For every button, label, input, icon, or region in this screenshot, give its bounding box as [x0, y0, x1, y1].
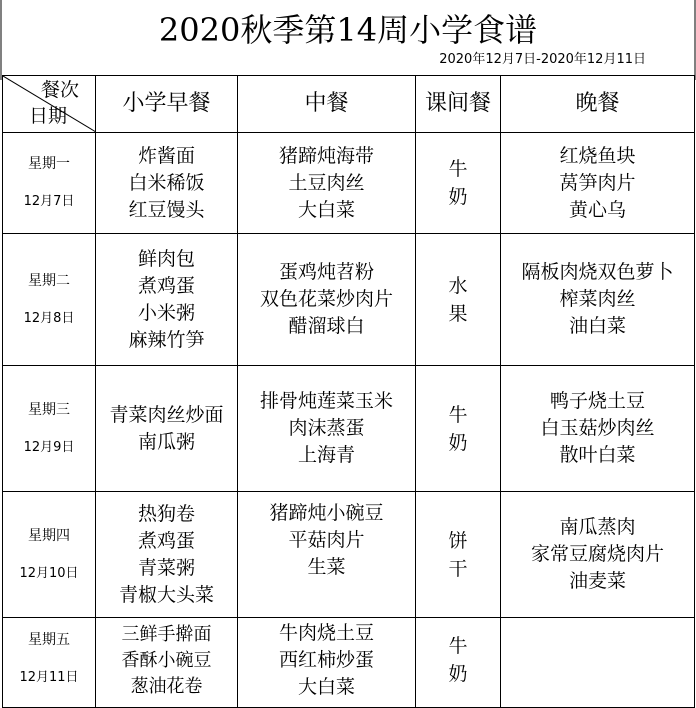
- dish: 青椒大头菜: [118, 583, 214, 606]
- dish: 醋溜球白: [288, 315, 365, 337]
- snack-cell: [416, 234, 501, 366]
- lunch-cell: [238, 618, 416, 708]
- meal-label: 餐次: [41, 79, 80, 101]
- dish: 香酥小碗豆: [121, 650, 212, 671]
- dish: 家常豆腐烧肉片: [530, 543, 664, 565]
- dish: 大白菜: [297, 198, 355, 221]
- dish: 牛肉烧土豆: [278, 622, 374, 644]
- snack-cell: [416, 133, 501, 234]
- day-name: 星期三: [28, 401, 70, 418]
- day-cell: [3, 133, 96, 234]
- date-range: 2020年12月7日-2020年12月11日: [439, 52, 646, 67]
- snack-char: 饼: [448, 529, 468, 552]
- dish: 炸酱面: [137, 144, 195, 167]
- lunch-cell: [238, 133, 416, 234]
- dish: 三鲜手擀面: [121, 624, 212, 645]
- dish: 南瓜蒸肉: [559, 516, 636, 538]
- day-name: 星期五: [28, 632, 70, 648]
- day-cell: [3, 234, 96, 366]
- dish: 散叶白菜: [559, 444, 636, 466]
- dinner-cell: [501, 133, 695, 234]
- day-date: 12月8日: [23, 310, 75, 326]
- page-title: 2020秋季第14周小学食谱: [158, 11, 538, 49]
- dish: 青菜粥: [137, 556, 195, 579]
- day-date: 12月10日: [19, 565, 79, 581]
- snack-char: 奶: [448, 431, 468, 454]
- dish: 油白菜: [568, 315, 626, 337]
- dish: 肉沫蒸蛋: [288, 417, 365, 439]
- lunch-cell: [238, 492, 416, 618]
- lunch-cell: [238, 366, 416, 492]
- table-row: [3, 366, 695, 492]
- breakfast-cell: [96, 492, 238, 618]
- dish: 青菜肉丝炒面: [109, 403, 224, 426]
- breakfast-cell: [96, 366, 238, 492]
- snack-char: 奶: [448, 663, 468, 685]
- snack-char: 牛: [448, 158, 468, 180]
- date-label: 日期: [29, 105, 68, 127]
- dinner-cell: [501, 366, 695, 492]
- dish: 煮鸡蛋: [137, 274, 195, 297]
- day-name: 星期四: [28, 527, 70, 544]
- lunch-cell: [238, 234, 416, 366]
- header-dinner: 晚餐: [501, 76, 695, 133]
- dish: 隔板肉烧双色萝卜: [521, 261, 674, 283]
- table-row: [3, 618, 695, 708]
- dish: 红烧鱼块: [559, 144, 636, 167]
- snack-char: 牛: [448, 635, 468, 657]
- dish: 猪蹄炖小碗豆: [269, 502, 384, 524]
- day-cell: [3, 492, 96, 618]
- breakfast-cell: [96, 618, 238, 708]
- day-name: 星期二: [28, 272, 70, 289]
- snack-cell: [416, 618, 501, 708]
- dish: 白玉菇炒肉丝: [540, 417, 655, 439]
- dish: 红豆馒头: [128, 198, 205, 221]
- dish: 大白菜: [297, 676, 355, 698]
- dish: 南瓜粥: [137, 430, 195, 453]
- dinner-cell: [501, 234, 695, 366]
- day-cell: [3, 618, 96, 708]
- header-row: [3, 76, 695, 133]
- dish: 生菜: [307, 556, 346, 578]
- dish: 双色花菜炒肉片: [259, 288, 393, 310]
- snack-cell: [416, 366, 501, 492]
- dish: 上海青: [297, 444, 355, 466]
- breakfast-cell: [96, 133, 238, 234]
- dinner-cell: [501, 492, 695, 618]
- day-name: 星期一: [28, 156, 70, 172]
- dish: 黄心乌: [568, 198, 626, 221]
- dish: 土豆肉丝: [288, 171, 365, 194]
- dish: 榨菜肉丝: [559, 288, 636, 310]
- corner-header: [3, 76, 96, 133]
- snack-char: 水: [448, 274, 468, 297]
- snack-char: 干: [448, 557, 468, 580]
- dish: 蛋鸡炖苕粉: [278, 261, 374, 283]
- day-date: 12月9日: [23, 439, 75, 455]
- snack-char: 果: [448, 302, 468, 325]
- menu-table: [2, 75, 695, 708]
- dish: 鸭子烧土豆: [549, 390, 645, 412]
- breakfast-cell: [96, 234, 238, 366]
- dish: 白米稀饭: [128, 171, 205, 194]
- dish: 葱油花卷: [130, 676, 203, 697]
- day-date: 12月11日: [19, 670, 79, 685]
- snack-char: 奶: [448, 186, 468, 208]
- header-lunch: 中餐: [238, 76, 416, 133]
- dish: 油麦菜: [568, 570, 626, 592]
- dish: 莴笋肉片: [559, 171, 636, 194]
- dish: 热狗卷: [137, 502, 195, 525]
- table-row: [3, 234, 695, 366]
- snack-cell: [416, 492, 501, 618]
- dinner-cell: [501, 618, 695, 708]
- dish: 平菇肉片: [288, 529, 365, 551]
- dish: 排骨炖莲菜玉米: [259, 390, 393, 412]
- dish: 小米粥: [137, 301, 195, 324]
- day-date: 12月7日: [23, 194, 75, 209]
- snack-char: 牛: [448, 403, 468, 426]
- table-row: [3, 492, 695, 618]
- day-cell: [3, 366, 96, 492]
- dish: 猪蹄炖海带: [278, 144, 374, 167]
- dish: 煮鸡蛋: [137, 529, 195, 552]
- dish: 鲜肉包: [137, 247, 195, 270]
- dish: 麻辣竹笋: [128, 328, 205, 351]
- header-snack: 课间餐: [416, 76, 501, 133]
- table-row: [3, 133, 695, 234]
- header-breakfast: 小学早餐: [96, 76, 238, 133]
- dish: 西红柿炒蛋: [278, 649, 374, 671]
